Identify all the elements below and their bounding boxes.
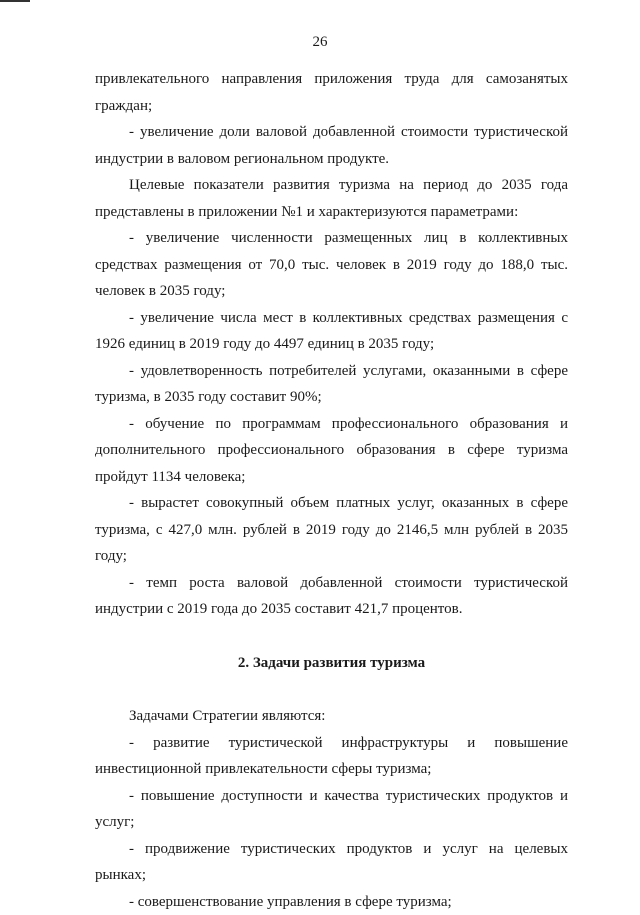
paragraph-task-accessibility: - повышение доступности и качества туристических продуктов и услуг; xyxy=(95,783,568,836)
document-body xyxy=(95,66,568,915)
paragraph-consumer-satisfaction: - удовлетворенность потребителей услугами, оказанными в сфере туризма, в 2035 году составит 90%; xyxy=(95,358,568,411)
spacer xyxy=(95,623,568,650)
paragraph-gva-share: - увеличение доли валовой добавленной стоимости туристической индустрии в валовом региональном продукте. xyxy=(95,119,568,172)
paragraph-continuation: привлекательного направления приложения труда для самозанятых граждан; xyxy=(95,66,568,119)
page-number: 26 xyxy=(0,34,640,51)
paragraph-task-management: - совершенствование управления в сфере туризма; xyxy=(95,889,568,915)
section-heading: 2. Задачи развития туризма xyxy=(95,650,568,677)
paragraph-accommodation-places: - увеличение числа мест в коллективных средствах размещения с 1926 единиц в 2019 году до 4497 единиц в 2035 году; xyxy=(95,305,568,358)
spacer xyxy=(95,676,568,703)
paragraph-paid-services: - вырастет совокупный объем платных услуг, оказанных в сфере туризма, с 427,0 млн. рублей в 2019 году до 2146,5 млн рублей в 2035 году; xyxy=(95,490,568,570)
paragraph-target-indicators: Целевые показатели развития туризма на период до 2035 года представлены в приложении №1 и характеризуются параметрами: xyxy=(95,172,568,225)
paragraph-gva-growth: - темп роста валовой добавленной стоимости туристической индустрии с 2019 года до 2035 составит 421,7 процентов. xyxy=(95,570,568,623)
paragraph-task-promotion: - продвижение туристических продуктов и услуг на целевых рынках; xyxy=(95,836,568,889)
paragraph-training: - обучение по программам профессионального образования и дополнительного профессионального образования в сфере туризма пройдут 1134 человека; xyxy=(95,411,568,491)
paragraph-tasks-intro: Задачами Стратегии являются: xyxy=(95,703,568,730)
paragraph-accommodated-persons: - увеличение численности размещенных лиц в коллективных средствах размещения от 70,0 тыс. человек в 2019 году до 188,0 тыс. человек в 2035 году; xyxy=(95,225,568,305)
corner-mark xyxy=(0,0,30,2)
paragraph-task-infrastructure: - развитие туристической инфраструктуры и повышение инвестиционной привлекательности сферы туризма; xyxy=(95,730,568,783)
